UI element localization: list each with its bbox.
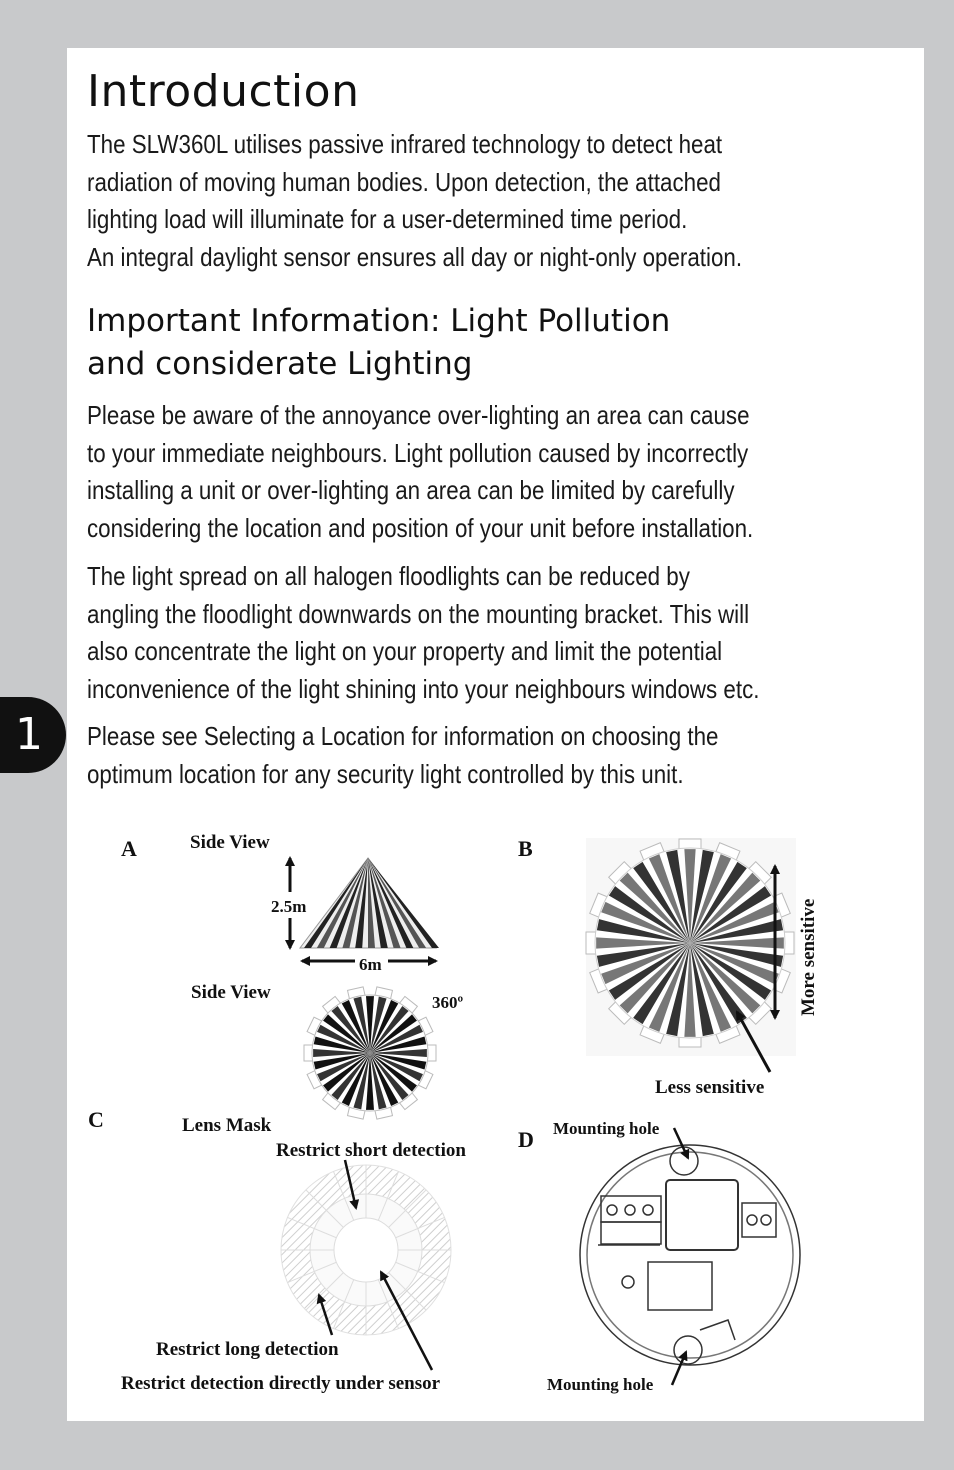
angle-label: 360º <box>432 993 464 1012</box>
intro-heading: Introduction <box>87 66 360 117</box>
paragraph-line: installing a unit or over-lighting an area can be limited by carefully <box>87 475 735 505</box>
restrict-under-label: Restrict detection directly under sensor <box>121 1373 441 1394</box>
lens-mask-label: Lens Mask <box>182 1115 272 1136</box>
paragraph-line: considering the location and position of your unit before installation. <box>87 512 754 543</box>
paragraph-line: Please be aware of the annoyance over-lighting an area can cause <box>87 400 750 430</box>
mounting-plate-diagram <box>580 1145 800 1365</box>
paragraph-line: angling the floodlight downwards on the mounting bracket. This will <box>87 598 750 629</box>
paragraph-line: inconvenience of the light shining into your neighbours windows etc. <box>87 673 760 704</box>
less-sensitive-label: Less sensitive <box>655 1077 765 1098</box>
intro-line: The SLW360L utilises passive infrared technology to detect heat <box>87 129 723 159</box>
paragraph-line: The light spread on all halogen floodlights can be reduced by <box>87 561 690 591</box>
figure-c-letter: C <box>88 1107 104 1132</box>
intro-line: radiation of moving human bodies. Upon detection, the attached <box>87 166 721 197</box>
paragraph-line: also concentrate the light on your property and limit the potential <box>87 636 723 666</box>
more-sensitive-label: More sensitive <box>798 898 819 1016</box>
side-view-cone <box>300 858 439 948</box>
important-heading-line: Important Information: Light Pollution <box>87 303 671 339</box>
paragraph-line: Please see Selecting a Location for information on choosing the <box>87 721 719 751</box>
paragraph-line: to your immediate neighbours. Light pollution caused by incorrectly <box>87 437 749 468</box>
mounting-hole-bottom-label: Mounting hole <box>547 1375 654 1394</box>
important-heading-line: and considerate Lighting <box>87 346 473 382</box>
restrict-short-label: Restrict short detection <box>276 1140 466 1161</box>
intro-line: An integral daylight sensor ensures all day or night-only operation. <box>87 241 743 272</box>
side-view-label-2: Side View <box>191 982 271 1003</box>
restrict-long-label: Restrict long detection <box>156 1339 339 1360</box>
mounting-hole-top-label: Mounting hole <box>553 1119 660 1138</box>
side-view-label: Side View <box>190 832 270 853</box>
intro-line: lighting load will illuminate for a user-determined time period. <box>87 204 688 234</box>
sensitivity-pattern <box>586 838 796 1056</box>
figure-b-letter: B <box>518 836 533 861</box>
paragraph-line: optimum location for any security light controlled by this unit. <box>87 758 684 789</box>
lens-mask-diagram <box>281 1165 451 1335</box>
page-number-tab: 1 <box>0 697 66 773</box>
width-label: 6m <box>359 955 382 974</box>
height-label: 2.5m <box>271 897 307 916</box>
figure-a-letter: A <box>121 836 137 861</box>
figure-d-letter: D <box>518 1127 534 1152</box>
top-view-detection-pattern <box>304 987 436 1119</box>
